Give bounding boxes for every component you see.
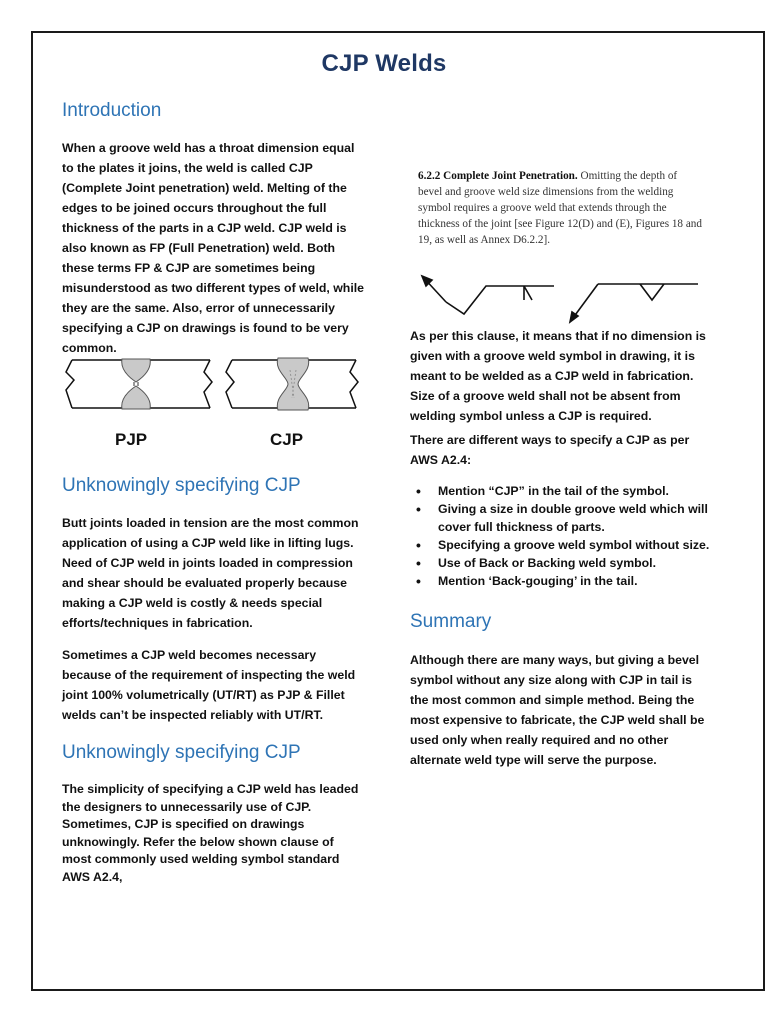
pjp-cjp-weld-figure	[60, 350, 370, 422]
list-item: • Mention “CJP” in the tail of the symbol.	[410, 482, 710, 500]
cjp-joint-diagram	[226, 358, 358, 410]
pjp-label: PJP	[115, 430, 148, 449]
ways-intro-paragraph: There are different ways to specify a CJP as per AWS A2.4:	[410, 433, 690, 467]
cjp-methods-list	[410, 482, 710, 590]
introduction-heading: Introduction	[62, 100, 162, 121]
groove-weld-symbol-right	[570, 284, 698, 322]
clause-text: Omitting the depth of bevel and groove weld size dimensions from the welding symbol requires a groove weld that extends through the thickness of the joint [see Figure 12(D) and (E), Figures 18 and 19, as well as Annex D6.2.2].	[418, 170, 702, 246]
list-item: • Mention ‘Back-gouging’ in the tail.	[410, 572, 710, 590]
aws-clause-excerpt	[418, 168, 704, 248]
section2-heading: Unknowingly specifying CJP	[62, 475, 301, 496]
list-item: • Use of Back or Backing weld symbol.	[410, 554, 710, 572]
clause-heading: 6.2.2 Complete Joint Penetration.	[418, 170, 578, 182]
pjp-joint-diagram	[66, 359, 212, 409]
groove-weld-symbol-figure	[412, 266, 712, 326]
section2-paragraph-1: Butt joints loaded in tension are the most common application of using a CJP weld like in lifting lugs. Need of CJP weld in joints loaded in compression and shear should be evaluated properly because making a CJP weld is costly & needs special efforts/techniques in fabrication.	[62, 516, 359, 630]
summary-text: Although there are many ways, but giving a bevel symbol without any size along with CJP in tail is the most common and simple method. Being the most expensive to fabricate, the CJP weld shall be used only when really required and no other alternate weld type will serve the purpose.	[410, 653, 705, 767]
summary-heading: Summary	[410, 611, 492, 632]
cjp-label: CJP	[270, 430, 304, 449]
introduction-text: When a groove weld has a throat dimension equal to the plates it joins, the weld is called CJP (Complete Joint penetration) weld. Melting of the edges to be joined occurs throughout the full thickness of the parts in a CJP weld. CJP weld is also known as FP (Full Penetration) weld. Both these terms FP & CJP are sometimes being misunderstood as two different types of weld, while they are the same. Also, error of unnecessarily specifying a CJP on drawings is found to be very common.	[62, 141, 364, 355]
section3-heading: Unknowingly specifying CJP	[62, 742, 301, 763]
section3-paragraph: The simplicity of specifying a CJP weld has leaded the designers to unnecessarily use of CJP. Sometimes, CJP is specified on drawings unknowingly. Refer the below shown clause of most commonly used welding symbol standard AWS A2.4,	[62, 782, 359, 884]
list-item: • Giving a size in double groove weld which will cover full thickness of parts.	[410, 500, 710, 536]
section2-paragraph-2: Sometimes a CJP weld becomes necessary because of the requirement of inspecting the weld joint 100% volumetrically (UT/RT) as PJP & Fillet welds can’t be inspected reliably with UT/RT.	[62, 648, 356, 722]
list-item: • Specifying a groove weld symbol without size.	[410, 536, 710, 554]
page-title: CJP Welds	[321, 50, 447, 77]
groove-weld-symbol-left	[422, 276, 554, 314]
clause-explanation-paragraph: As per this clause, it means that if no dimension is given with a groove weld symbol in drawing, it is meant to be welded as a CJP weld in fabrication. Size of a groove weld shall not be absent from welding symbol unless a CJP is required.	[410, 329, 706, 423]
